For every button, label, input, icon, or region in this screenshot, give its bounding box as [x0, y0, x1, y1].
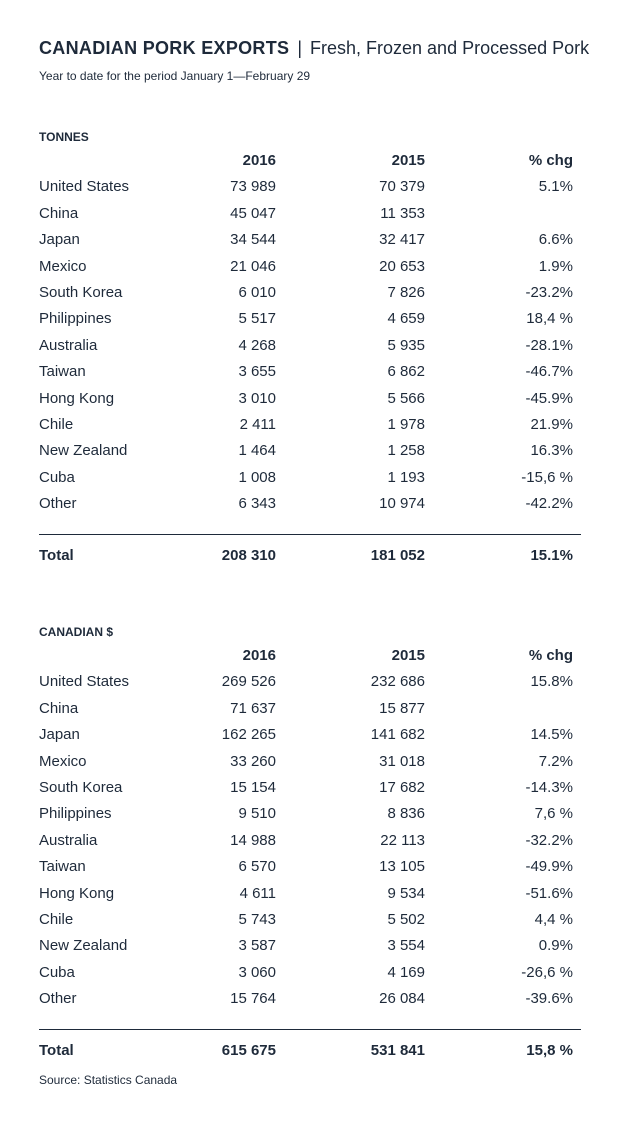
cell-pct-change: 7.2%: [538, 752, 573, 770]
cell-value-2015: 8 836: [387, 805, 425, 823]
cell-pct-change: 18,4 %: [526, 310, 573, 328]
cell-value-2016: 1 464: [238, 442, 276, 460]
section-label: TONNES: [39, 130, 89, 144]
total-2015: 181 052: [370, 547, 425, 565]
total-2016: 208 310: [221, 547, 276, 565]
cell-value-2015: 10 974: [379, 495, 425, 513]
table-row: [39, 491, 581, 517]
section-label: CANADIAN $: [39, 625, 114, 639]
total-row: [39, 1038, 581, 1064]
cell-pct-change: -45.9%: [525, 389, 573, 407]
table-row: [39, 201, 581, 227]
header-2016: 2016: [242, 152, 276, 169]
cell-pct-change: 7,6 %: [534, 805, 573, 823]
cell-value-2016: 2 411: [239, 415, 276, 433]
table-header: [39, 148, 581, 174]
cell-pct-change: 4,4 %: [534, 910, 573, 928]
cell-country: Philippines: [39, 805, 112, 823]
cell-value-2016: 6 570: [238, 858, 276, 876]
cell-value-2015: 1 978: [387, 415, 425, 433]
cell-country: New Zealand: [39, 442, 128, 460]
cell-country: Other: [39, 495, 77, 513]
cell-value-2016: 1 008: [238, 468, 276, 486]
header-2016: 2016: [242, 647, 276, 664]
total-pct-change: 15.1%: [530, 547, 573, 565]
cell-value-2015: 70 379: [379, 178, 425, 196]
cell-country: United States: [39, 178, 130, 196]
table-row: [39, 749, 581, 775]
cell-country: Cuba: [39, 963, 75, 981]
cell-pct-change: -49.9%: [525, 858, 573, 876]
table-row: [39, 465, 581, 491]
cell-value-2015: 15 877: [379, 699, 425, 717]
cell-pct-change: -51.6%: [525, 884, 573, 902]
cell-country: Japan: [39, 726, 80, 744]
cell-country: South Korea: [39, 778, 123, 796]
table-row: [39, 669, 581, 695]
tonnes-table: [39, 128, 581, 570]
header-2015: 2015: [391, 152, 425, 169]
page-title: [39, 37, 589, 59]
cell-value-2015: 11 353: [380, 204, 425, 222]
cell-country: Hong Kong: [39, 389, 115, 407]
table-row: [39, 696, 581, 722]
cell-pct-change: -39.6%: [525, 990, 573, 1008]
cell-value-2015: 5 502: [387, 910, 425, 928]
cell-pct-change: 0.9%: [538, 937, 573, 955]
cell-value-2015: 20 653: [379, 257, 425, 275]
cell-country: Philippines: [39, 310, 112, 328]
table-row: [39, 722, 581, 748]
table-row: [39, 412, 581, 438]
cell-country: Chile: [39, 910, 74, 928]
total-label: Total: [39, 547, 74, 565]
table-row: [39, 986, 581, 1012]
cell-value-2015: 9 534: [387, 884, 425, 902]
cell-value-2016: 34 544: [230, 231, 276, 249]
total-2015: 531 841: [370, 1042, 425, 1060]
cell-value-2016: 15 764: [230, 990, 276, 1008]
cell-country: Hong Kong: [39, 884, 115, 902]
cell-pct-change: -15,6 %: [521, 468, 573, 486]
cell-value-2015: 32 417: [379, 231, 425, 249]
table-row: [39, 828, 581, 854]
cell-pct-change: 16.3%: [530, 442, 573, 460]
cell-pct-change: -28.1%: [525, 336, 573, 354]
table-row: [39, 933, 581, 959]
cell-country: China: [39, 699, 79, 717]
cell-value-2015: 4 169: [387, 963, 425, 981]
cell-value-2015: 6 862: [387, 363, 425, 381]
cell-value-2016: 21 046: [230, 257, 276, 275]
cell-value-2015: 5 566: [387, 389, 425, 407]
table-row: [39, 801, 581, 827]
cell-value-2016: 45 047: [230, 204, 276, 222]
table-row: [39, 174, 581, 200]
cell-value-2016: 5 517: [238, 310, 276, 328]
table-row: [39, 280, 581, 306]
cell-value-2016: 14 988: [230, 831, 276, 849]
title-main: CANADIAN PORK EXPORTS: [39, 38, 290, 58]
cell-value-2016: 73 989: [230, 178, 276, 196]
total-divider: [39, 1029, 581, 1030]
cell-country: Taiwan: [39, 363, 86, 381]
total-pct-change: 15,8 %: [526, 1042, 573, 1060]
cell-value-2016: 9 510: [238, 805, 276, 823]
cell-country: Taiwan: [39, 858, 86, 876]
cell-value-2015: 232 686: [370, 673, 425, 691]
cell-country: Australia: [39, 336, 98, 354]
cell-value-2016: 15 154: [230, 778, 276, 796]
table-row: [39, 386, 581, 412]
cell-value-2016: 6 343: [238, 495, 276, 513]
cell-pct-change: 1.9%: [538, 257, 573, 275]
cell-value-2015: 31 018: [379, 752, 425, 770]
table-body: [39, 174, 581, 517]
total-row: [39, 543, 581, 569]
cell-pct-change: -14.3%: [525, 778, 573, 796]
period-subtitle: Year to date for the period January 1—February 29: [39, 69, 311, 83]
cell-country: Other: [39, 990, 77, 1008]
cell-country: New Zealand: [39, 937, 128, 955]
cell-pct-change: 14.5%: [530, 726, 573, 744]
table-row: [39, 960, 581, 986]
table-row: [39, 907, 581, 933]
cell-country: Mexico: [39, 257, 87, 275]
cell-value-2015: 13 105: [379, 858, 425, 876]
cell-pct-change: 5.1%: [538, 178, 573, 196]
table-row: [39, 359, 581, 385]
table-row: [39, 881, 581, 907]
cell-value-2016: 4 611: [239, 884, 276, 902]
table-row: [39, 775, 581, 801]
cell-value-2016: 3 010: [238, 389, 276, 407]
cell-value-2016: 6 010: [238, 283, 276, 301]
cell-value-2015: 1 258: [387, 442, 425, 460]
cell-pct-change: -46.7%: [525, 363, 573, 381]
table-header: [39, 643, 581, 669]
cell-country: United States: [39, 673, 130, 691]
cell-country: Mexico: [39, 752, 87, 770]
cell-value-2016: 162 265: [221, 726, 276, 744]
cell-value-2015: 1 193: [387, 468, 425, 486]
cell-country: Chile: [39, 415, 74, 433]
table-row: [39, 306, 581, 332]
cell-pct-change: 15.8%: [530, 673, 573, 691]
cell-value-2015: 5 935: [387, 336, 425, 354]
table-row: [39, 438, 581, 464]
title-subtitle: Fresh, Frozen and Processed Pork: [310, 38, 590, 58]
cell-pct-change: -26,6 %: [521, 963, 573, 981]
total-divider: [39, 534, 581, 535]
cell-pct-change: -32.2%: [525, 831, 573, 849]
total-label: Total: [39, 1042, 74, 1060]
table-row: [39, 854, 581, 880]
cell-country: South Korea: [39, 283, 123, 301]
cell-value-2015: 26 084: [379, 990, 425, 1008]
cell-value-2016: 3 587: [238, 937, 276, 955]
cell-value-2015: 7 826: [387, 283, 425, 301]
cell-value-2016: 71 637: [230, 699, 276, 717]
cell-value-2015: 141 682: [370, 726, 425, 744]
cell-country: Australia: [39, 831, 98, 849]
cell-value-2016: 3 655: [238, 363, 276, 381]
header-2015: 2015: [391, 647, 425, 664]
cell-value-2016: 5 743: [238, 910, 276, 928]
cell-pct-change: -42.2%: [525, 495, 573, 513]
cell-value-2016: 33 260: [230, 752, 276, 770]
table-row: [39, 254, 581, 280]
cell-country: Japan: [39, 231, 80, 249]
total-2016: 615 675: [221, 1042, 276, 1060]
cell-value-2016: 269 526: [221, 673, 276, 691]
header-pct-change: % chg: [528, 152, 573, 169]
cell-value-2016: 3 060: [238, 963, 276, 981]
cell-country: China: [39, 204, 79, 222]
cell-value-2016: 4 268: [238, 336, 276, 354]
cell-value-2015: 3 554: [387, 937, 425, 955]
table-row: [39, 333, 581, 359]
header-pct-change: % chg: [528, 647, 573, 664]
cell-value-2015: 4 659: [387, 310, 425, 328]
cell-value-2015: 17 682: [379, 778, 425, 796]
cell-pct-change: 21.9%: [530, 415, 573, 433]
canadian-dollar-table: [39, 623, 581, 1065]
table-body: [39, 669, 581, 1012]
cell-pct-change: -23.2%: [525, 283, 573, 301]
source-note: Source: Statistics Canada: [39, 1073, 178, 1087]
cell-country: Cuba: [39, 468, 75, 486]
cell-value-2015: 22 113: [380, 831, 425, 849]
cell-pct-change: 6.6%: [538, 231, 573, 249]
title-separator: |: [297, 38, 303, 58]
table-row: [39, 227, 581, 253]
